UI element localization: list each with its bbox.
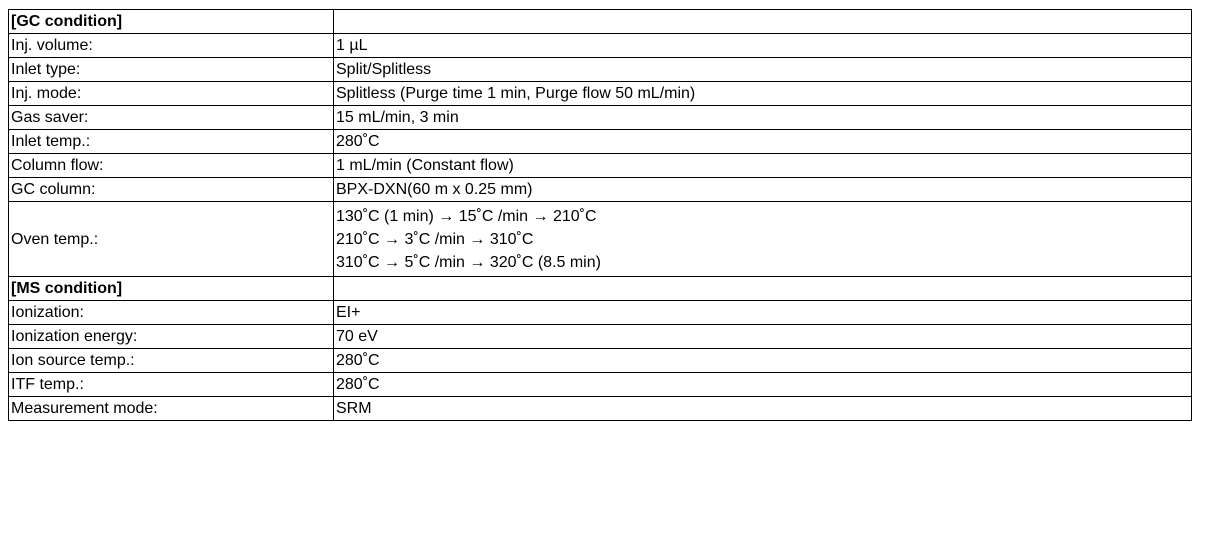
table-row (9, 154, 1192, 178)
table-row (9, 34, 1192, 58)
table-row (9, 178, 1192, 202)
row-label-gas-saver: Gas saver: (9, 106, 334, 130)
row-value-ionization-energy: 70 eV (334, 325, 1192, 349)
row-value-inlet-type: Split/Splitless (334, 58, 1192, 82)
row-value-gc-column: BPX-DXN(60 m x 0.25 mm) (334, 178, 1192, 202)
row-value-inlet-temp: 280˚C (334, 130, 1192, 154)
table-row (9, 106, 1192, 130)
table-row (9, 82, 1192, 106)
row-label-inlet-type: Inlet type: (9, 58, 334, 82)
table-row (9, 373, 1192, 397)
section-heading-gc: [GC condition] (9, 10, 334, 34)
row-label-gc-column: GC column: (9, 178, 334, 202)
section-heading-ms: [MS condition] (9, 277, 334, 301)
row-label-ionization-energy: Ionization energy: (9, 325, 334, 349)
row-label-ion-source-temp: Ion source temp.: (9, 349, 334, 373)
row-value-inj-mode: Splitless (Purge time 1 min, Purge flow 50 mL/min) (334, 82, 1192, 106)
row-value-measurement-mode: SRM (334, 397, 1192, 421)
row-label-inlet-temp: Inlet temp.: (9, 130, 334, 154)
row-value-gas-saver: 15 mL/min, 3 min (334, 106, 1192, 130)
table-row (9, 397, 1192, 421)
conditions-table (8, 9, 1192, 421)
row-label-oven-temp: Oven temp.: (9, 202, 334, 277)
section-row-gc (9, 10, 1192, 34)
row-value-oven-temp (334, 202, 1192, 277)
table-row (9, 301, 1192, 325)
table-row (9, 130, 1192, 154)
oven-temp-step-2: 210˚C → 3˚C /min → 310˚C (336, 231, 534, 248)
oven-temp-step-1: 130˚C (1 min) → 15˚C /min → 210˚C (336, 208, 597, 225)
row-label-inj-mode: Inj. mode: (9, 82, 334, 106)
row-label-measurement-mode: Measurement mode: (9, 397, 334, 421)
row-value-itf-temp: 280˚C (334, 373, 1192, 397)
table-row (9, 325, 1192, 349)
row-label-itf-temp: ITF temp.: (9, 373, 334, 397)
section-value-gc (334, 10, 1192, 34)
table-row (9, 202, 1192, 277)
table-row (9, 349, 1192, 373)
row-value-ionization: EI+ (334, 301, 1192, 325)
row-value-column-flow: 1 mL/min (Constant flow) (334, 154, 1192, 178)
row-label-inj-volume: Inj. volume: (9, 34, 334, 58)
row-value-inj-volume: 1 µL (334, 34, 1192, 58)
row-value-ion-source-temp: 280˚C (334, 349, 1192, 373)
table-row (9, 58, 1192, 82)
row-label-ionization: Ionization: (9, 301, 334, 325)
section-row-ms (9, 277, 1192, 301)
row-label-column-flow: Column flow: (9, 154, 334, 178)
section-value-ms (334, 277, 1192, 301)
oven-temp-step-3: 310˚C → 5˚C /min → 320˚C (8.5 min) (336, 254, 601, 271)
